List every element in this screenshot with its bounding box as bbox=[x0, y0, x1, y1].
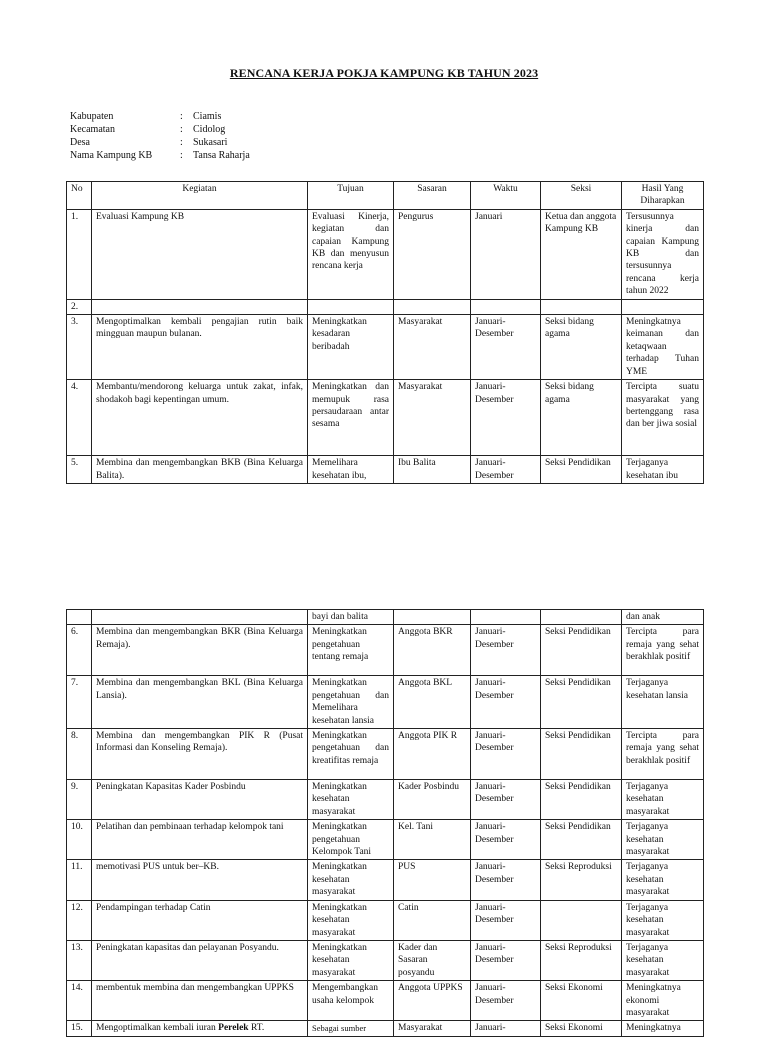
bold-keyword: Perelek bbox=[218, 1023, 249, 1034]
table-row bbox=[67, 729, 704, 780]
table-row bbox=[67, 1021, 704, 1036]
tujuan-cell: Sebagai sumber bbox=[308, 1021, 394, 1036]
kegiatan-cell: Mengoptimalkan kembali pengajian rutin baik mingguan maupun bulanan. bbox=[92, 315, 308, 380]
row-number: 12. bbox=[67, 900, 92, 940]
tujuan-cell: Meningkatkan kesehatan masyarakat bbox=[308, 900, 394, 940]
hasil-cell: Tercipta para remaja yang sehat berakhlak positif bbox=[622, 729, 704, 780]
table-row bbox=[67, 299, 704, 314]
table-row bbox=[67, 676, 704, 729]
kegiatan-cell: Pendampingan terhadap Catin bbox=[92, 900, 308, 940]
table-row bbox=[67, 860, 704, 900]
hasil-cell: Meningkatnya ekonomi masyarakat bbox=[622, 981, 704, 1021]
sasaran-cell: Pengurus bbox=[394, 209, 471, 299]
meta-label: Kabupaten bbox=[70, 111, 114, 122]
seksi-cell: Seksi Pendidikan bbox=[541, 625, 622, 676]
row-number: 13. bbox=[67, 940, 92, 980]
sasaran-cell: PUS bbox=[394, 860, 471, 900]
row-number: 8. bbox=[67, 729, 92, 780]
hasil-cell: dan anak bbox=[622, 610, 704, 625]
sasaran-cell: Masyarakat bbox=[394, 380, 471, 456]
waktu-cell: Januari-Desember bbox=[471, 729, 541, 780]
seksi-cell: Seksi Pendidikan bbox=[541, 456, 622, 484]
header-tujuan: Tujuan bbox=[308, 182, 394, 210]
hasil-cell: Tercipta para remaja yang sehat berakhlak positif bbox=[622, 625, 704, 676]
table-header-row bbox=[67, 182, 704, 210]
waktu-cell: Januari-Desember bbox=[471, 820, 541, 860]
document-title: RENCANA KERJA POKJA KAMPUNG KB TAHUN 2023 bbox=[229, 66, 539, 80]
tujuan-cell: Meningkatkan kesehatan masyarakat bbox=[308, 940, 394, 980]
row-number: 15. bbox=[67, 1021, 92, 1036]
sasaran-cell: Ibu Balita bbox=[394, 456, 471, 484]
kegiatan-cell: membentuk membina dan mengembangkan UPPKS bbox=[92, 981, 308, 1021]
meta-value: Ciamis bbox=[193, 111, 222, 122]
table-row bbox=[67, 625, 704, 676]
meta-row-kabupaten bbox=[70, 110, 250, 123]
tujuan-cell: Meningkatkan pengetahuan dan Memelihara kesehatan lansia bbox=[308, 676, 394, 729]
header-no: No bbox=[67, 182, 92, 210]
tujuan-cell: Meningkatkan pengetahuan dan kreatifitas remaja bbox=[308, 729, 394, 780]
meta-colon: : bbox=[180, 111, 183, 122]
table-row bbox=[67, 940, 704, 980]
kegiatan-cell: Membina dan mengembangkan BKR (Bina Keluarga Remaja). bbox=[92, 625, 308, 676]
waktu-cell: Januari bbox=[471, 209, 541, 299]
header-seksi: Seksi bbox=[541, 182, 622, 210]
row-number: 11. bbox=[67, 860, 92, 900]
seksi-cell: Seksi Reproduksi bbox=[541, 860, 622, 900]
seksi-cell: Seksi Pendidikan bbox=[541, 820, 622, 860]
row-number: 9. bbox=[67, 780, 92, 820]
seksi-cell bbox=[541, 299, 622, 314]
meta-label: Desa bbox=[70, 137, 90, 148]
meta-row-kampung bbox=[70, 149, 250, 162]
sasaran-cell: Masyarakat bbox=[394, 315, 471, 380]
sasaran-cell: Catin bbox=[394, 900, 471, 940]
meta-label: Nama Kampung KB bbox=[70, 150, 153, 161]
tujuan-cell: Mengembangkan usaha kelompok bbox=[308, 981, 394, 1021]
seksi-cell: Seksi Pendidikan bbox=[541, 729, 622, 780]
table-row bbox=[67, 456, 704, 484]
meta-row-desa bbox=[70, 136, 250, 149]
kegiatan-cell bbox=[92, 299, 308, 314]
hasil-cell: Terjaganya kesehatan masyarakat bbox=[622, 780, 704, 820]
waktu-cell: Januari-Desember bbox=[471, 981, 541, 1021]
waktu-cell: Januari-Desember bbox=[471, 780, 541, 820]
table-row bbox=[67, 900, 704, 940]
row-number bbox=[67, 610, 92, 625]
meta-label: Kecamatan bbox=[70, 124, 115, 135]
kegiatan-cell: Membina dan mengembangkan BKB (Bina Keluarga Balita). bbox=[92, 456, 308, 484]
hasil-cell: Terjaganya kesehatan lansia bbox=[622, 676, 704, 729]
hasil-cell: Tersusunnya kinerja dan capaian Kampung KB dan tersusunnya rencana kerja tahun 2022 bbox=[622, 209, 704, 299]
tujuan-cell: Meningkatkan pengetahuan tentang remaja bbox=[308, 625, 394, 676]
kegiatan-cell: Peningkatan kapasitas dan pelayanan Posyandu. bbox=[92, 940, 308, 980]
row-number: 10. bbox=[67, 820, 92, 860]
work-plan-table-page-1 bbox=[66, 181, 704, 484]
hasil-cell: Meningkatnya bbox=[622, 1021, 704, 1036]
hasil-cell: Terjaganya kesehatan ibu bbox=[622, 456, 704, 484]
waktu-cell: Januari-Desember bbox=[471, 940, 541, 980]
table-row bbox=[67, 380, 704, 456]
kegiatan-cell: Membina dan mengembangkan PIK R (Pusat Informasi dan Konseling Remaja). bbox=[92, 729, 308, 780]
seksi-cell bbox=[541, 900, 622, 940]
seksi-cell: Ketua dan anggota Kampung KB bbox=[541, 209, 622, 299]
row-number: 2. bbox=[67, 299, 92, 314]
hasil-cell: Tercipta suatu masyarakat yang bertenggang rasa dan ber jiwa sosial bbox=[622, 380, 704, 456]
hasil-cell: Terjaganya kesehatan masyarakat bbox=[622, 820, 704, 860]
row-number: 5. bbox=[67, 456, 92, 484]
tujuan-cell: Memelihara kesehatan ibu, bbox=[308, 456, 394, 484]
table-row bbox=[67, 780, 704, 820]
seksi-cell: Seksi bidang agama bbox=[541, 380, 622, 456]
meta-colon: : bbox=[180, 124, 183, 135]
seksi-cell: Seksi Ekonomi bbox=[541, 1021, 622, 1036]
sasaran-cell: Anggota UPPKS bbox=[394, 981, 471, 1021]
header-kegiatan: Kegiatan bbox=[92, 182, 308, 210]
kegiatan-cell: memotivasi PUS untuk ber–KB. bbox=[92, 860, 308, 900]
work-plan-table-page-2 bbox=[66, 609, 704, 1037]
waktu-cell: Januari-Desember bbox=[471, 860, 541, 900]
row-number: 6. bbox=[67, 625, 92, 676]
seksi-cell: Seksi Ekonomi bbox=[541, 981, 622, 1021]
kegiatan-cell: Peningkatan Kapasitas Kader Posbindu bbox=[92, 780, 308, 820]
sasaran-cell: Anggota BKR bbox=[394, 625, 471, 676]
sasaran-cell bbox=[394, 610, 471, 625]
waktu-cell: Januari-Desember bbox=[471, 315, 541, 380]
table-row bbox=[67, 315, 704, 380]
kegiatan-cell bbox=[92, 610, 308, 625]
sasaran-cell: Kader dan Sasaran posyandu bbox=[394, 940, 471, 980]
sasaran-cell bbox=[394, 299, 471, 314]
hasil-cell: Terjaganya kesehatan masyarakat bbox=[622, 860, 704, 900]
hasil-cell: Terjaganya kesehatan masyarakat bbox=[622, 900, 704, 940]
waktu-cell bbox=[471, 299, 541, 314]
header-hasil: Hasil Yang Diharapkan bbox=[622, 182, 704, 210]
hasil-cell bbox=[622, 299, 704, 314]
seksi-cell bbox=[541, 610, 622, 625]
tujuan-cell: bayi dan balita bbox=[308, 610, 394, 625]
tujuan-cell: Meningkatkan pengetahuan Kelompok Tani bbox=[308, 820, 394, 860]
waktu-cell: Januari-Desember bbox=[471, 676, 541, 729]
seksi-cell: Seksi bidang agama bbox=[541, 315, 622, 380]
tujuan-cell: Evaluasi Kinerja, kegiatan dan capaian Kampung KB dan menyusun rencana kerja bbox=[308, 209, 394, 299]
table-row bbox=[67, 610, 704, 625]
kegiatan-cell: Membantu/mendorong keluarga untuk zakat, infak, shodakoh bagi kepentingan umum. bbox=[92, 380, 308, 456]
identity-block bbox=[70, 110, 250, 162]
meta-value: Sukasari bbox=[193, 137, 228, 148]
waktu-cell: Januari-Desember bbox=[471, 380, 541, 456]
meta-colon: : bbox=[180, 137, 183, 148]
table-row bbox=[67, 820, 704, 860]
waktu-cell bbox=[471, 610, 541, 625]
waktu-cell: Januari- bbox=[471, 1021, 541, 1036]
tujuan-cell bbox=[308, 299, 394, 314]
row-number: 14. bbox=[67, 981, 92, 1021]
waktu-cell: Januari-Desember bbox=[471, 900, 541, 940]
sasaran-cell: Masyarakat bbox=[394, 1021, 471, 1036]
row-number: 4. bbox=[67, 380, 92, 456]
meta-value: Tansa Raharja bbox=[193, 150, 250, 161]
waktu-cell: Januari-Desember bbox=[471, 456, 541, 484]
tujuan-cell: Meningkatkan kesadaran beribadah bbox=[308, 315, 394, 380]
meta-value: Cidolog bbox=[193, 124, 226, 135]
meta-row-kecamatan bbox=[70, 123, 250, 136]
kegiatan-cell: Evaluasi Kampung KB bbox=[92, 209, 308, 299]
tujuan-cell: Meningkatkan kesehatan masyarakat bbox=[308, 780, 394, 820]
meta-colon: : bbox=[180, 150, 183, 161]
header-waktu: Waktu bbox=[471, 182, 541, 210]
hasil-cell: Terjaganya kesehatan masyarakat bbox=[622, 940, 704, 980]
waktu-cell: Januari-Desember bbox=[471, 625, 541, 676]
row-number: 1. bbox=[67, 209, 92, 299]
tujuan-cell: Meningkatkan kesehatan masyarakat bbox=[308, 860, 394, 900]
seksi-cell: Seksi Pendidikan bbox=[541, 780, 622, 820]
tujuan-cell: Meningkatkan dan memupuk rasa persaudaraan antar sesama bbox=[308, 380, 394, 456]
kegiatan-cell: Pelatihan dan pembinaan terhadap kelompok tani bbox=[92, 820, 308, 860]
sasaran-cell: Anggota PIK R bbox=[394, 729, 471, 780]
header-sasaran: Sasaran bbox=[394, 182, 471, 210]
table-row bbox=[67, 209, 704, 299]
sasaran-cell: Kader Posbindu bbox=[394, 780, 471, 820]
sasaran-cell: Anggota BKL bbox=[394, 676, 471, 729]
table-row bbox=[67, 981, 704, 1021]
seksi-cell: Seksi Reproduksi bbox=[541, 940, 622, 980]
hasil-cell: Meningkatnya keimanan dan ketaqwaan terhadap Tuhan YME bbox=[622, 315, 704, 380]
row-number: 7. bbox=[67, 676, 92, 729]
seksi-cell: Seksi Pendidikan bbox=[541, 676, 622, 729]
sasaran-cell: Kel. Tani bbox=[394, 820, 471, 860]
row-number: 3. bbox=[67, 315, 92, 380]
kegiatan-cell: Membina dan mengembangkan BKL (Bina Keluarga Lansia). bbox=[92, 676, 308, 729]
kegiatan-cell: Mengoptimalkan kembali iuran Perelek RT. bbox=[92, 1021, 308, 1036]
